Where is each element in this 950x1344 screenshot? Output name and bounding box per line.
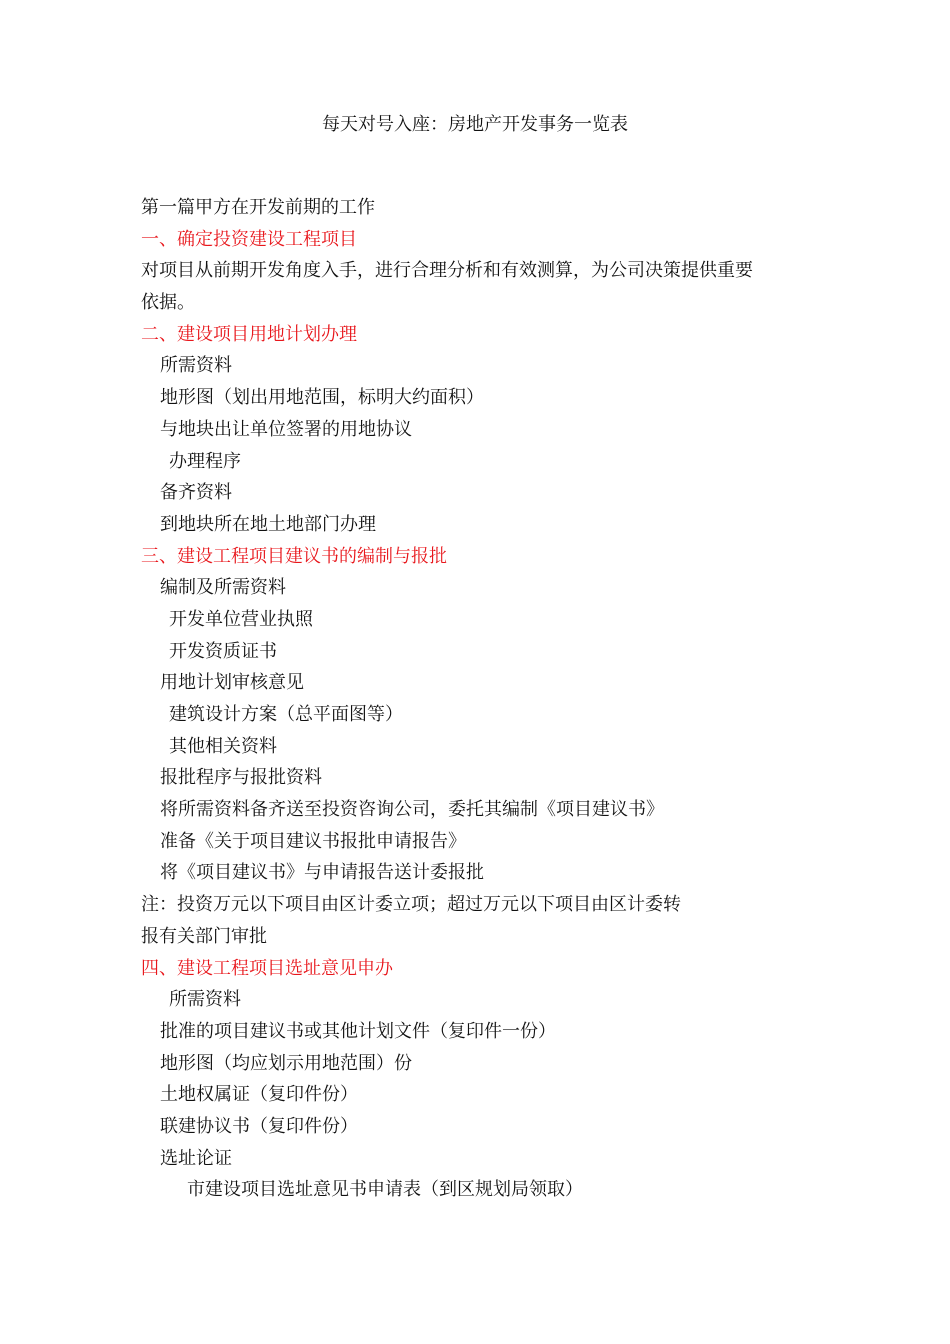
list-item: 办理程序 [169, 450, 241, 472]
list-item: 准备《关于项目建议书报批申请报告》 [160, 830, 466, 852]
list-item: 开发单位营业执照 [169, 608, 313, 630]
part-heading: 第一篇甲方在开发前期的工作 [141, 197, 375, 218]
list-item: 土地权属证（复印件份） [160, 1084, 358, 1106]
list-item: 报批程序与报批资料 [160, 767, 322, 789]
section-heading-3: 三、建设工程项目建议书的编制与报批 [141, 545, 447, 567]
list-item: 所需资料 [160, 355, 232, 377]
list-item: 所需资料 [169, 989, 241, 1011]
list-item: 地形图（均应划示用地范围）份 [160, 1052, 412, 1074]
list-item: 开发资质证书 [169, 640, 277, 662]
list-item: 编制及所需资料 [160, 577, 286, 599]
list-item: 用地计划审核意见 [160, 672, 304, 694]
document-body [141, 192, 821, 1206]
list-item: 其他相关资料 [169, 735, 277, 757]
list-item: 将《项目建议书》与申请报告送计委报批 [160, 862, 484, 884]
section-heading-1: 一、确定投资建设工程项目 [141, 228, 357, 250]
section-heading-4: 四、建设工程项目选址意见申办 [141, 957, 393, 979]
document-title: 每天对号入座：房地产开发事务一览表 [322, 114, 628, 135]
paragraph-line: 依据。 [141, 292, 195, 314]
list-item: 将所需资料备齐送至投资咨询公司，委托其编制《项目建议书》 [160, 799, 664, 821]
paragraph-line: 对项目从前期开发角度入手，进行合理分析和有效测算，为公司决策提供重要 [141, 260, 753, 282]
list-item: 备齐资料 [160, 482, 232, 504]
list-item: 到地块所在地土地部门办理 [160, 513, 376, 535]
note-line: 注：投资万元以下项目由区计委立项；超过万元以下项目由区计委转 [141, 894, 681, 916]
list-item: 选址论证 [160, 1147, 232, 1169]
list-item: 批准的项目建议书或其他计划文件（复印件一份） [160, 1020, 556, 1042]
list-item: 地形图（划出用地范围，标明大约面积） [160, 387, 484, 409]
section-heading-2: 二、建设项目用地计划办理 [141, 323, 357, 345]
list-item: 市建设项目选址意见书申请表（到区规划局领取） [187, 1179, 583, 1201]
list-item: 与地块出让单位签署的用地协议 [160, 418, 412, 440]
note-line: 报有关部门审批 [141, 925, 267, 947]
list-item: 联建协议书（复印件份） [160, 1115, 358, 1137]
list-item: 建筑设计方案（总平面图等） [169, 704, 403, 725]
